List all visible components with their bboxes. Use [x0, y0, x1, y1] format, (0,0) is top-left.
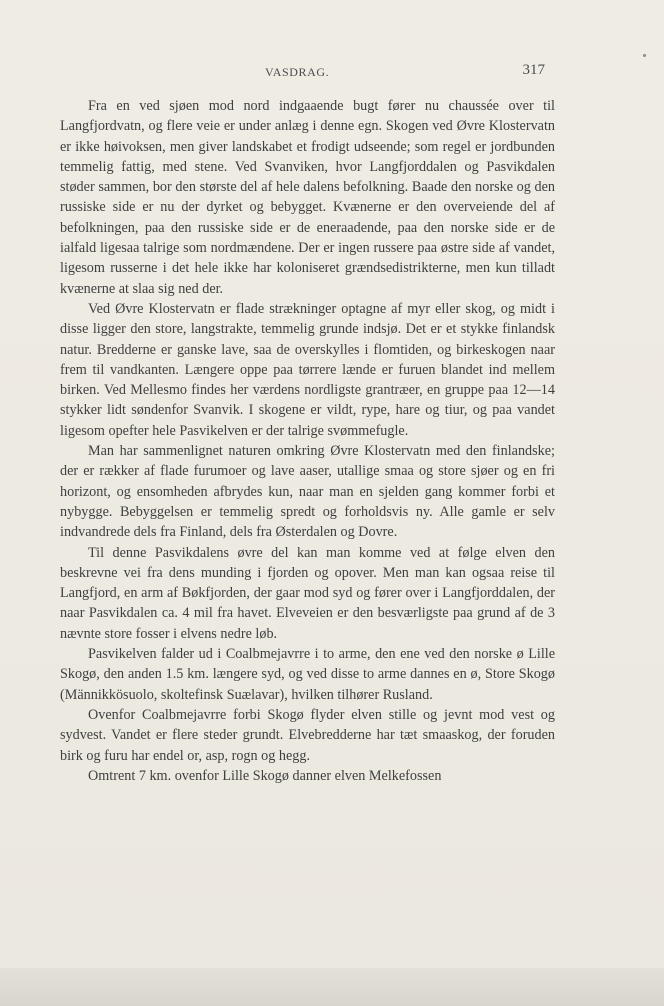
- paragraph: Fra en ved sjøen mod nord indgaaende bugt fører nu chaussée over til Langfjordvatn, og flere veie er under anlæg i denne egn. Skogen ved Øvre Klostervatn er ikke høivoksen, men giver landskabet et frodigt udseende; som regel er jordbunden temmelig fattig, med stene. Ved Svanviken, hvor Langfjorddalen og Pasvikdalen støder sammen, bor den største del af hele dalens befolkning. Baade den norske og den russiske side er nu der dyrket og bebygget. Kvænerne er den overveiende del af befolkningen, paa den russiske side er de eneraadende, paa den norske side er de ialfald ligesaa talrige som nordmændene. Der er ingen russere paa østre side af vandet, ligesom russerne i det hele ikke har koloniseret grændsedistrikterne, men kun tilladt kvænerne at slaa sig ned der.: [60, 98, 555, 297]
- running-head: [60, 62, 560, 82]
- paragraph: Pasvikelven falder ud i Coalbmejavrre i to arme, den ene ved den norske ø Lille Skogø, den anden 1.5 km. længere syd, og ved disse to arme dannes en ø, Store Skogø (Männikkösuolo, skoltefinsk Suælavar), hvilken tilhører Rusland.: [60, 646, 555, 703]
- paragraph: Ved Øvre Klostervatn er flade strækninger optagne af myr eller skog, og midt i disse ligger den store, langstrakte, temmelig grunde indsjø. Det er et stykke finlandsk natur. Bredderne er ganske lave, saa de overskylles i flomtiden, og birkeskogen naar frem til vandkanten. Længere oppe paa tørrere lænde er furuen blandet ind mellem birken. Ved Mellesmo findes her værdens nordligste grantræer, en gruppe paa 12—14 stykker lidt søndenfor Svanvik. I skogene er vildt, rype, hare og tiur, og paa vandet ligesom opefter hele Pasvikelven er der talrige svømmefugle.: [60, 300, 555, 439]
- page-number: 317: [522, 62, 545, 78]
- ink-speck: [643, 54, 646, 57]
- paragraph: Omtrent 7 km. ovenfor Lille Skogø danner elven Melkefossen: [88, 767, 442, 784]
- body-text: [60, 96, 555, 786]
- paragraph: Man har sammenlignet naturen omkring Øvre Klostervatn med den finlandske; der er rækker af flade furumoer og lave aaser, utallige smaa og store sjøer og en fri horizont, og ensomheden afbrydes kun, naar man en sjelden gang kommer forbi et nybygge. Bebyggelsen er temmelig spredt og forholdsvis ny. Alle gamle er selv indvandrede dels fra Finland, dels fra Østerdalen og Dovre.: [60, 443, 555, 541]
- paragraph: Ovenfor Coalbmejavrre forbi Skogø flyder elven stille og jevnt mod vest og sydvest. Vandet er flere steder grundt. Elvebredderne har tæt smaaskog, der foruden birk og furu har endel or, asp, rogn og hegg.: [60, 706, 555, 764]
- running-title: VASDRAG.: [265, 65, 330, 79]
- page-bottom-edge: [0, 968, 664, 1006]
- paragraph: Til denne Pasvikdalens øvre del kan man komme ved at følge elven den beskrevne vei fra dens munding i fjorden og opover. Men man kan ogsaa reise til Langfjord, en arm af Bøkfjorden, der gaar mod syd og fører over i Langfjorddalen, der naar Pasvikdalen ca. 4 mil fra havet. Elveveien er den besværligste paa grund af de 3 nævnte store fosser i elvens nedre løb.: [60, 544, 555, 642]
